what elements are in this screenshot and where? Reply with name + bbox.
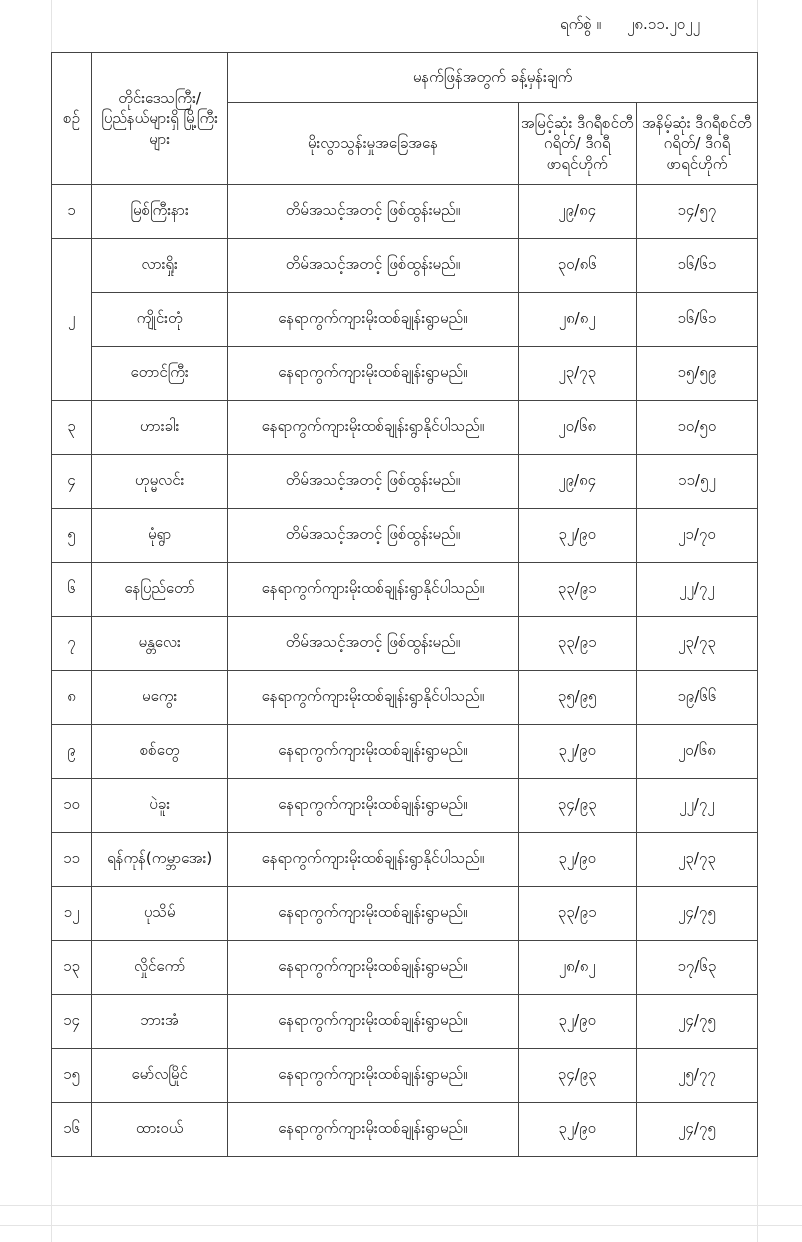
city-cell: ဟုမ္မလင်း (92, 455, 228, 509)
table-row (52, 671, 758, 725)
city-cell: ပုသိမ် (92, 887, 228, 941)
max-temp-cell: ၂၈/၈၂ (518, 941, 636, 995)
max-temp-cell: ၂၀/၆၈ (518, 401, 636, 455)
weather-forecast-table (51, 52, 758, 1157)
table-body (52, 185, 758, 1157)
condition-cell: တိမ်အသင့်အတင့် ဖြစ်ထွန်းမည်။ (228, 455, 518, 509)
header-condition: မိုးလွာသွန်းမှုအခြေအနေ (228, 103, 518, 185)
condition-cell: နေရာကွက်ကျားမိုးထစ်ချုန်းရွာမည်။ (228, 995, 518, 1049)
condition-cell: နေရာကွက်ကျားမိုးထစ်ချုန်းရွာမည်။ (228, 941, 518, 995)
header-city: တိုင်းဒေသကြီး/ ပြည်နယ်များရှိ မြို့ကြီးများ (92, 53, 228, 185)
min-temp-cell: ၁၀/၅၀ (636, 401, 757, 455)
min-temp-cell: ၁၇/၆၃ (636, 941, 757, 995)
max-temp-cell: ၂၃/၇၃ (518, 347, 636, 401)
condition-cell: နေရာကွက်ကျားမိုးထစ်ချုန်းရွာနိုင်ပါသည်။ (228, 563, 518, 617)
condition-cell: နေရာကွက်ကျားမိုးထစ်ချုန်းရွာနိုင်ပါသည်။ (228, 833, 518, 887)
min-temp-cell: ၂၄/၇၅ (636, 995, 757, 1049)
row-number: ၉ (52, 725, 92, 779)
condition-cell: နေရာကွက်ကျားမိုးထစ်ချုန်းရွာမည်။ (228, 293, 518, 347)
condition-cell: နေရာကွက်ကျားမိုးထစ်ချုန်းရွာနိုင်ပါသည်။ (228, 671, 518, 725)
row-number: ၁၄ (52, 995, 92, 1049)
max-temp-cell: ၃၂/၉၀ (518, 725, 636, 779)
city-cell: ဟားခါး (92, 401, 228, 455)
min-temp-cell: ၂၂/၇၂ (636, 779, 757, 833)
min-temp-cell: ၁၅/၅၉ (636, 347, 757, 401)
table-row (52, 779, 758, 833)
min-temp-cell: ၂၃/၇၃ (636, 617, 757, 671)
table-row (52, 563, 758, 617)
date-value: ၂၈.၁၁.၂၀၂၂ (627, 15, 700, 33)
table-row (52, 887, 758, 941)
table-row (52, 239, 758, 293)
table-row (52, 455, 758, 509)
table-row (52, 725, 758, 779)
table-row (52, 401, 758, 455)
max-temp-cell: ၃၄/၉၃ (518, 779, 636, 833)
condition-cell: တိမ်အသင့်အတင့် ဖြစ်ထွန်းမည်။ (228, 185, 518, 239)
city-cell: တောင်ကြီး (92, 347, 228, 401)
row-number: ၅ (52, 509, 92, 563)
max-temp-cell: ၂၉/၈၄ (518, 185, 636, 239)
condition-cell: နေရာကွက်ကျားမိုးထစ်ချုန်းရွာမည်။ (228, 1103, 518, 1157)
city-cell: ပဲခူး (92, 779, 228, 833)
city-cell: ကျိုင်းတုံ (92, 293, 228, 347)
table-row (52, 833, 758, 887)
min-temp-cell: ၁၉/၆၆ (636, 671, 757, 725)
table-row (52, 1049, 758, 1103)
table-row (52, 941, 758, 995)
header-max-temp: အမြင့်ဆုံး ဒီဂရီစင်တီဂရိတ်/ ဒီဂရီဖာရင်ဟိုက် (518, 103, 636, 185)
row-number: ၈ (52, 671, 92, 725)
header-forecast-group: မနက်ဖြန်အတွက် ခန့်မှန်းချက် (228, 53, 758, 103)
min-temp-cell: ၂၄/၇၅ (636, 887, 757, 941)
min-temp-cell: ၂၀/၆၈ (636, 725, 757, 779)
min-temp-cell: ၂၅/၇၇ (636, 1049, 757, 1103)
row-number: ၄ (52, 455, 92, 509)
table-row (52, 509, 758, 563)
city-cell: လားရှိုး (92, 239, 228, 293)
max-temp-cell: ၂၈/၈၂ (518, 293, 636, 347)
row-number: ၁၃ (52, 941, 92, 995)
row-number: ၆ (52, 563, 92, 617)
row-number: ၁၅ (52, 1049, 92, 1103)
min-temp-cell: ၁၆/၆၁ (636, 293, 757, 347)
city-cell: ရန်ကုန်(ကမ္ဘာအေး) (92, 833, 228, 887)
city-cell: ဘားအံ (92, 995, 228, 1049)
condition-cell: တိမ်အသင့်အတင့် ဖြစ်ထွန်းမည်။ (228, 509, 518, 563)
condition-cell: နေရာကွက်ကျားမိုးထစ်ချုန်းရွာမည်။ (228, 887, 518, 941)
condition-cell: တိမ်အသင့်အတင့် ဖြစ်ထွန်းမည်။ (228, 239, 518, 293)
min-temp-cell: ၂၂/၇၂ (636, 563, 757, 617)
min-temp-cell: ၁၁/၅၂ (636, 455, 757, 509)
condition-cell: နေရာကွက်ကျားမိုးထစ်ချုန်းရွာမည်။ (228, 1049, 518, 1103)
table-row (52, 347, 758, 401)
condition-cell: နေရာကွက်ကျားမိုးထစ်ချုန်းရွာမည်။ (228, 347, 518, 401)
max-temp-cell: ၃၀/၈၆ (518, 239, 636, 293)
row-number: ၁ (52, 185, 92, 239)
header-min-temp: အနိမ့်ဆုံး ဒီဂရီစင်တီဂရိတ်/ ဒီဂရီဖာရင်ဟိုက် (636, 103, 757, 185)
city-cell: မုံရွာ (92, 509, 228, 563)
city-cell: မြစ်ကြီးနား (92, 185, 228, 239)
table-row (52, 293, 758, 347)
condition-cell: နေရာကွက်ကျားမိုးထစ်ချုန်းရွာနိုင်ပါသည်။ (228, 401, 518, 455)
sheet-gridline (0, 1225, 802, 1226)
date-line (560, 12, 760, 40)
city-cell: နေပြည်တော် (92, 563, 228, 617)
max-temp-cell: ၃၃/၉၁ (518, 887, 636, 941)
max-temp-cell: ၃၂/၉၀ (518, 1103, 636, 1157)
table-row (52, 617, 758, 671)
row-number: ၁၀ (52, 779, 92, 833)
max-temp-cell: ၃၄/၉၃ (518, 1049, 636, 1103)
city-cell: မော်လမြိုင် (92, 1049, 228, 1103)
min-temp-cell: ၁၄/၅၇ (636, 185, 757, 239)
min-temp-cell: ၁၆/၆၁ (636, 239, 757, 293)
row-number: ၁၆ (52, 1103, 92, 1157)
max-temp-cell: ၃၃/၉၁ (518, 617, 636, 671)
header-no: စဉ် (52, 53, 92, 185)
min-temp-cell: ၂၁/၇၀ (636, 509, 757, 563)
max-temp-cell: ၃၅/၉၅ (518, 671, 636, 725)
row-number: ၂ (52, 239, 92, 401)
table-row (52, 1103, 758, 1157)
table-row (52, 185, 758, 239)
max-temp-cell: ၂၉/၈၄ (518, 455, 636, 509)
max-temp-cell: ၃၂/၉၀ (518, 833, 636, 887)
row-number: ၁၂ (52, 887, 92, 941)
city-cell: မန္တလေး (92, 617, 228, 671)
min-temp-cell: ၂၃/၇၃ (636, 833, 757, 887)
max-temp-cell: ၃၃/၉၁ (518, 563, 636, 617)
condition-cell: တိမ်အသင့်အတင့် ဖြစ်ထွန်းမည်။ (228, 617, 518, 671)
row-number: ၇ (52, 617, 92, 671)
date-label: ရက်စွဲ ။ (560, 15, 602, 33)
condition-cell: နေရာကွက်ကျားမိုးထစ်ချုန်းရွာမည်။ (228, 779, 518, 833)
table-row (52, 995, 758, 1049)
row-number: ၃ (52, 401, 92, 455)
city-cell: စစ်တွေ (92, 725, 228, 779)
sheet-gridline (0, 1205, 802, 1206)
max-temp-cell: ၃၂/၉၀ (518, 995, 636, 1049)
min-temp-cell: ၂၄/၇၅ (636, 1103, 757, 1157)
city-cell: လှိုင်ကော် (92, 941, 228, 995)
city-cell: ထားဝယ် (92, 1103, 228, 1157)
max-temp-cell: ၃၂/၉၀ (518, 509, 636, 563)
row-number: ၁၁ (52, 833, 92, 887)
condition-cell: နေရာကွက်ကျားမိုးထစ်ချုန်းရွာမည်။ (228, 725, 518, 779)
city-cell: မကွေး (92, 671, 228, 725)
